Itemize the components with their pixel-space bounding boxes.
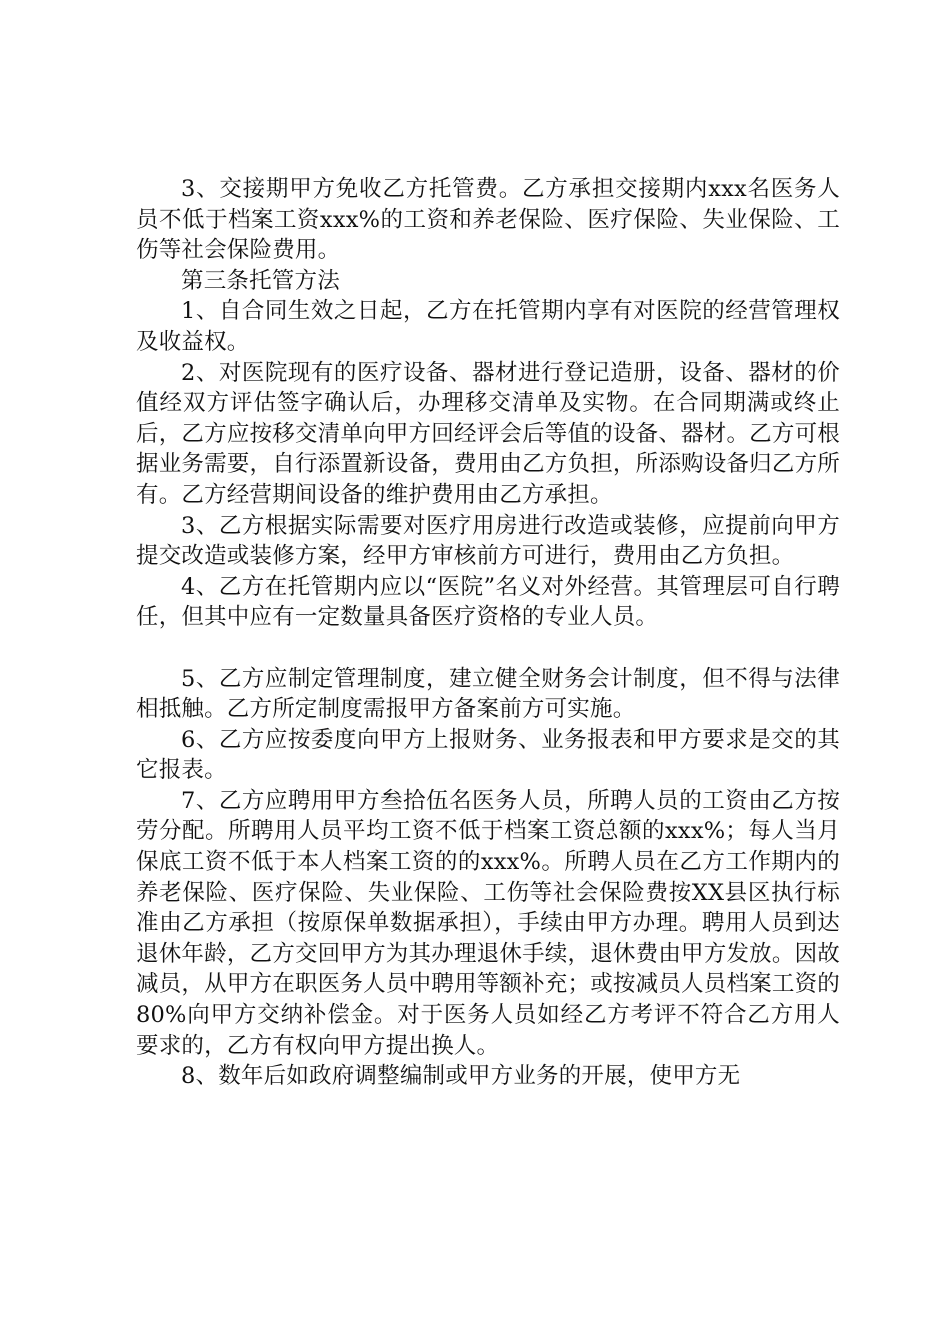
clause-2-equipment-register: 2、对医院现有的医疗设备、器材进行登记造册，设备、器材的价值经双方评估签字确认后，办理移交清单及实物。在合同期满或终止后，乙方应按移交清单向甲方回经评会后等值的设备、器材。乙方可根据业务需要，自行添置新设备，费用由乙方负担，所添购设备归乙方所有。乙方经营期间设备的维护费用由乙方承担。 [136, 359, 840, 508]
clause-6-reports: 6、乙方应按委度向甲方上报财务、业务报表和甲方要求是交的其它报表。 [136, 726, 840, 784]
blank-line [136, 633, 840, 664]
section-heading-article-3: 第三条托管方法 [181, 267, 340, 294]
document-body [136, 174, 840, 1092]
clause-1-management-rights: 1、自合同生效之日起，乙方在托管期内享有对医院的经营管理权及收益权。 [136, 298, 840, 355]
clause-3-renovation: 3、乙方根据实际需要对医疗用房进行改造或装修，应提前向甲方提交改造或装修方案，经甲方审核前方可进行，费用由乙方负担。 [136, 512, 840, 570]
clause-3-handover-fee: 3、交接期甲方免收乙方托管费。乙方承担交接期内xxx名医务人员不低于档案工资xxx%的工资和养老保险、医疗保险、失业保险、工伤等社会保险费用。 [136, 176, 840, 264]
clause-7-staff-employment: 7、乙方应聘用甲方叁拾伍名医务人员，所聘人员的工资由乙方按劳分配。所聘用人员平均工资不低于档案工资总额的xxx%；每人当月保底工资不低于本人档案工资的的xxx%。所聘人员在乙方工作期内的养老保险、医疗保险、失业保险、工伤等社会保险费按XX县区执行标准由乙方承担（按原保单数据承担），手续由甲方办理。聘用人员到达退休年龄，乙方交回甲方为其办理退休手续，退休费由甲方发放。因故减员，从甲方在职医务人员中聘用等额补充；或按减员人员档案工资的80%向甲方交纳补偿金。对于医务人员如经乙方考评不符合乙方用人要求的，乙方有权向甲方提出换人。 [136, 787, 840, 1059]
clause-4-operation-name: 4、乙方在托管期内应以“医院”名义对外经营。其管理层可自行聘任，但其中应有一定数量具备医疗资格的专业人员。 [136, 573, 840, 631]
clause-5-management-system: 5、乙方应制定管理制度，建立健全财务会计制度，但不得与法律相抵触。乙方所定制度需报甲方备案前方可实施。 [136, 665, 840, 723]
clause-8-government-adjustment: 8、数年后如政府调整编制或甲方业务的开展，使甲方无 [181, 1063, 741, 1090]
